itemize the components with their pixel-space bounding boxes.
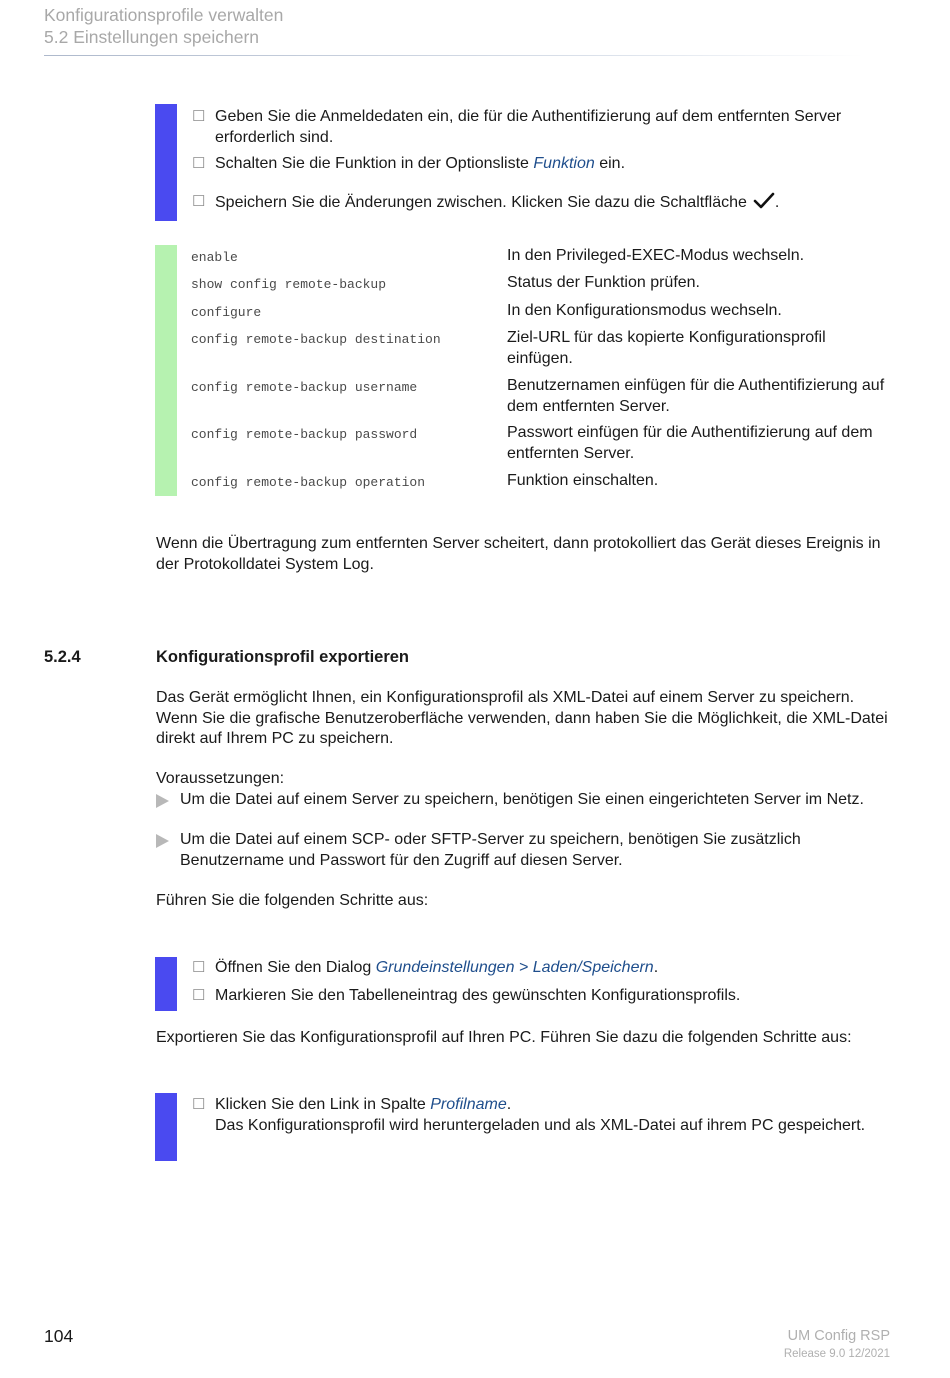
cli-description: In den Privileged-EXEC-Modus wechseln.: [507, 247, 805, 264]
footer-release: Release 9.0 12/2021: [783, 1348, 890, 1360]
ui-element-name: Funktion: [533, 155, 595, 172]
prereq-label: Voraussetzungen:: [156, 770, 285, 787]
step-text: Speichern Sie die Änderungen zwischen. Klicken Sie dazu die Schaltfläche .: [215, 194, 780, 211]
triangle-bullet-icon: [156, 834, 169, 848]
step-result: Das Konfigurationsprofil wird heruntergeladen und als XML-Datei auf ihrem PC gespeichert.: [215, 1116, 866, 1134]
cli-description: Ziel-URL für das kopierte Konfigurationsprofil einfügen.: [507, 329, 826, 367]
cli-description: Status der Funktion prüfen.: [507, 274, 700, 291]
cli-description: Passwort einfügen für die Authentifizierung auf dem entfernten Server.: [507, 424, 873, 462]
ui-element-name: Profilname: [430, 1096, 507, 1113]
cli-description: In den Konfigurationsmodus wechseln.: [507, 302, 782, 319]
footer-doc-title: UM Config RSP: [787, 1328, 890, 1344]
ui-element-name: Grundeinstellungen > Laden/Speichern: [375, 959, 654, 976]
step-checkbox: ☐: [192, 1096, 206, 1113]
steps-marker-bar: [155, 1093, 177, 1161]
step-checkbox: ☐: [192, 193, 206, 210]
step-checkbox: ☐: [192, 155, 206, 172]
cli-command: config remote-backup username: [191, 380, 418, 395]
steps-marker-bar: [155, 104, 177, 221]
cli-command: config remote-backup password: [191, 427, 418, 442]
triangle-bullet-icon: [156, 794, 169, 808]
step-text: Geben Sie die Anmeldedaten ein, die für die Authentifizierung auf dem entfernten Server erforderlich sind.: [215, 108, 842, 146]
header-divider: [44, 55, 864, 56]
section-title: Konfigurationsprofil exportieren: [156, 648, 410, 666]
cli-description: Benutzernamen einfügen für die Authentifizierung auf dem entfernten Server.: [507, 377, 885, 415]
note-paragraph: Wenn die Übertragung zum entfernten Server scheitert, dann protokolliert das Gerät dieses Ereignis in der Protokolldatei System Log.: [156, 535, 881, 573]
steps-label: Führen Sie die folgenden Schritte aus:: [156, 892, 429, 909]
cli-marker-bar: [155, 245, 177, 496]
running-header-section: 5.2 Einstellungen speichern: [44, 27, 260, 47]
steps-marker-bar: [155, 957, 177, 1011]
intro-paragraph: Das Gerät ermöglicht Ihnen, ein Konfigurationsprofil als XML-Datei auf einem Server zu speichern. Wenn Sie die grafische Benutzeroberfläche verwenden, dann haben Sie die Möglichkeit, die XML-Datei direkt auf Ihrem PC zu speichern.: [156, 689, 888, 747]
step-text: Markieren Sie den Tabelleneintrag des gewünschten Konfigurationsprofils.: [215, 987, 741, 1004]
step-text: Schalten Sie die Funktion in der Optionsliste Funktion ein.: [215, 155, 626, 172]
step-text: Klicken Sie den Link in Spalte Profilname. Das Konfigurationsprofil wird heruntergeladen und als XML-Datei auf ihrem PC gespeichert.: [215, 1096, 866, 1134]
step-checkbox: ☐: [192, 987, 206, 1004]
step-text: Öffnen Sie den Dialog Grundeinstellungen > Laden/Speichern.: [215, 959, 659, 976]
cli-description: Funktion einschalten.: [507, 472, 659, 489]
cli-command: configure: [191, 305, 262, 320]
cli-command: enable: [191, 250, 238, 265]
cli-command: config remote-backup operation: [191, 475, 426, 490]
cli-command: show config remote-backup: [191, 277, 387, 292]
cli-command: config remote-backup destination: [191, 332, 441, 347]
page-number: 104: [44, 1326, 74, 1346]
running-header-chapter: Konfigurationsprofile verwalten: [44, 5, 284, 25]
export-label: Exportieren Sie das Konfigurationsprofil auf Ihren PC. Führen Sie dazu die folgenden Schritte aus:: [156, 1029, 852, 1046]
section-number: 5.2.4: [44, 648, 81, 666]
checkmark-icon: [753, 192, 775, 210]
step-checkbox: ☐: [192, 108, 206, 125]
step-checkbox: ☐: [192, 959, 206, 976]
